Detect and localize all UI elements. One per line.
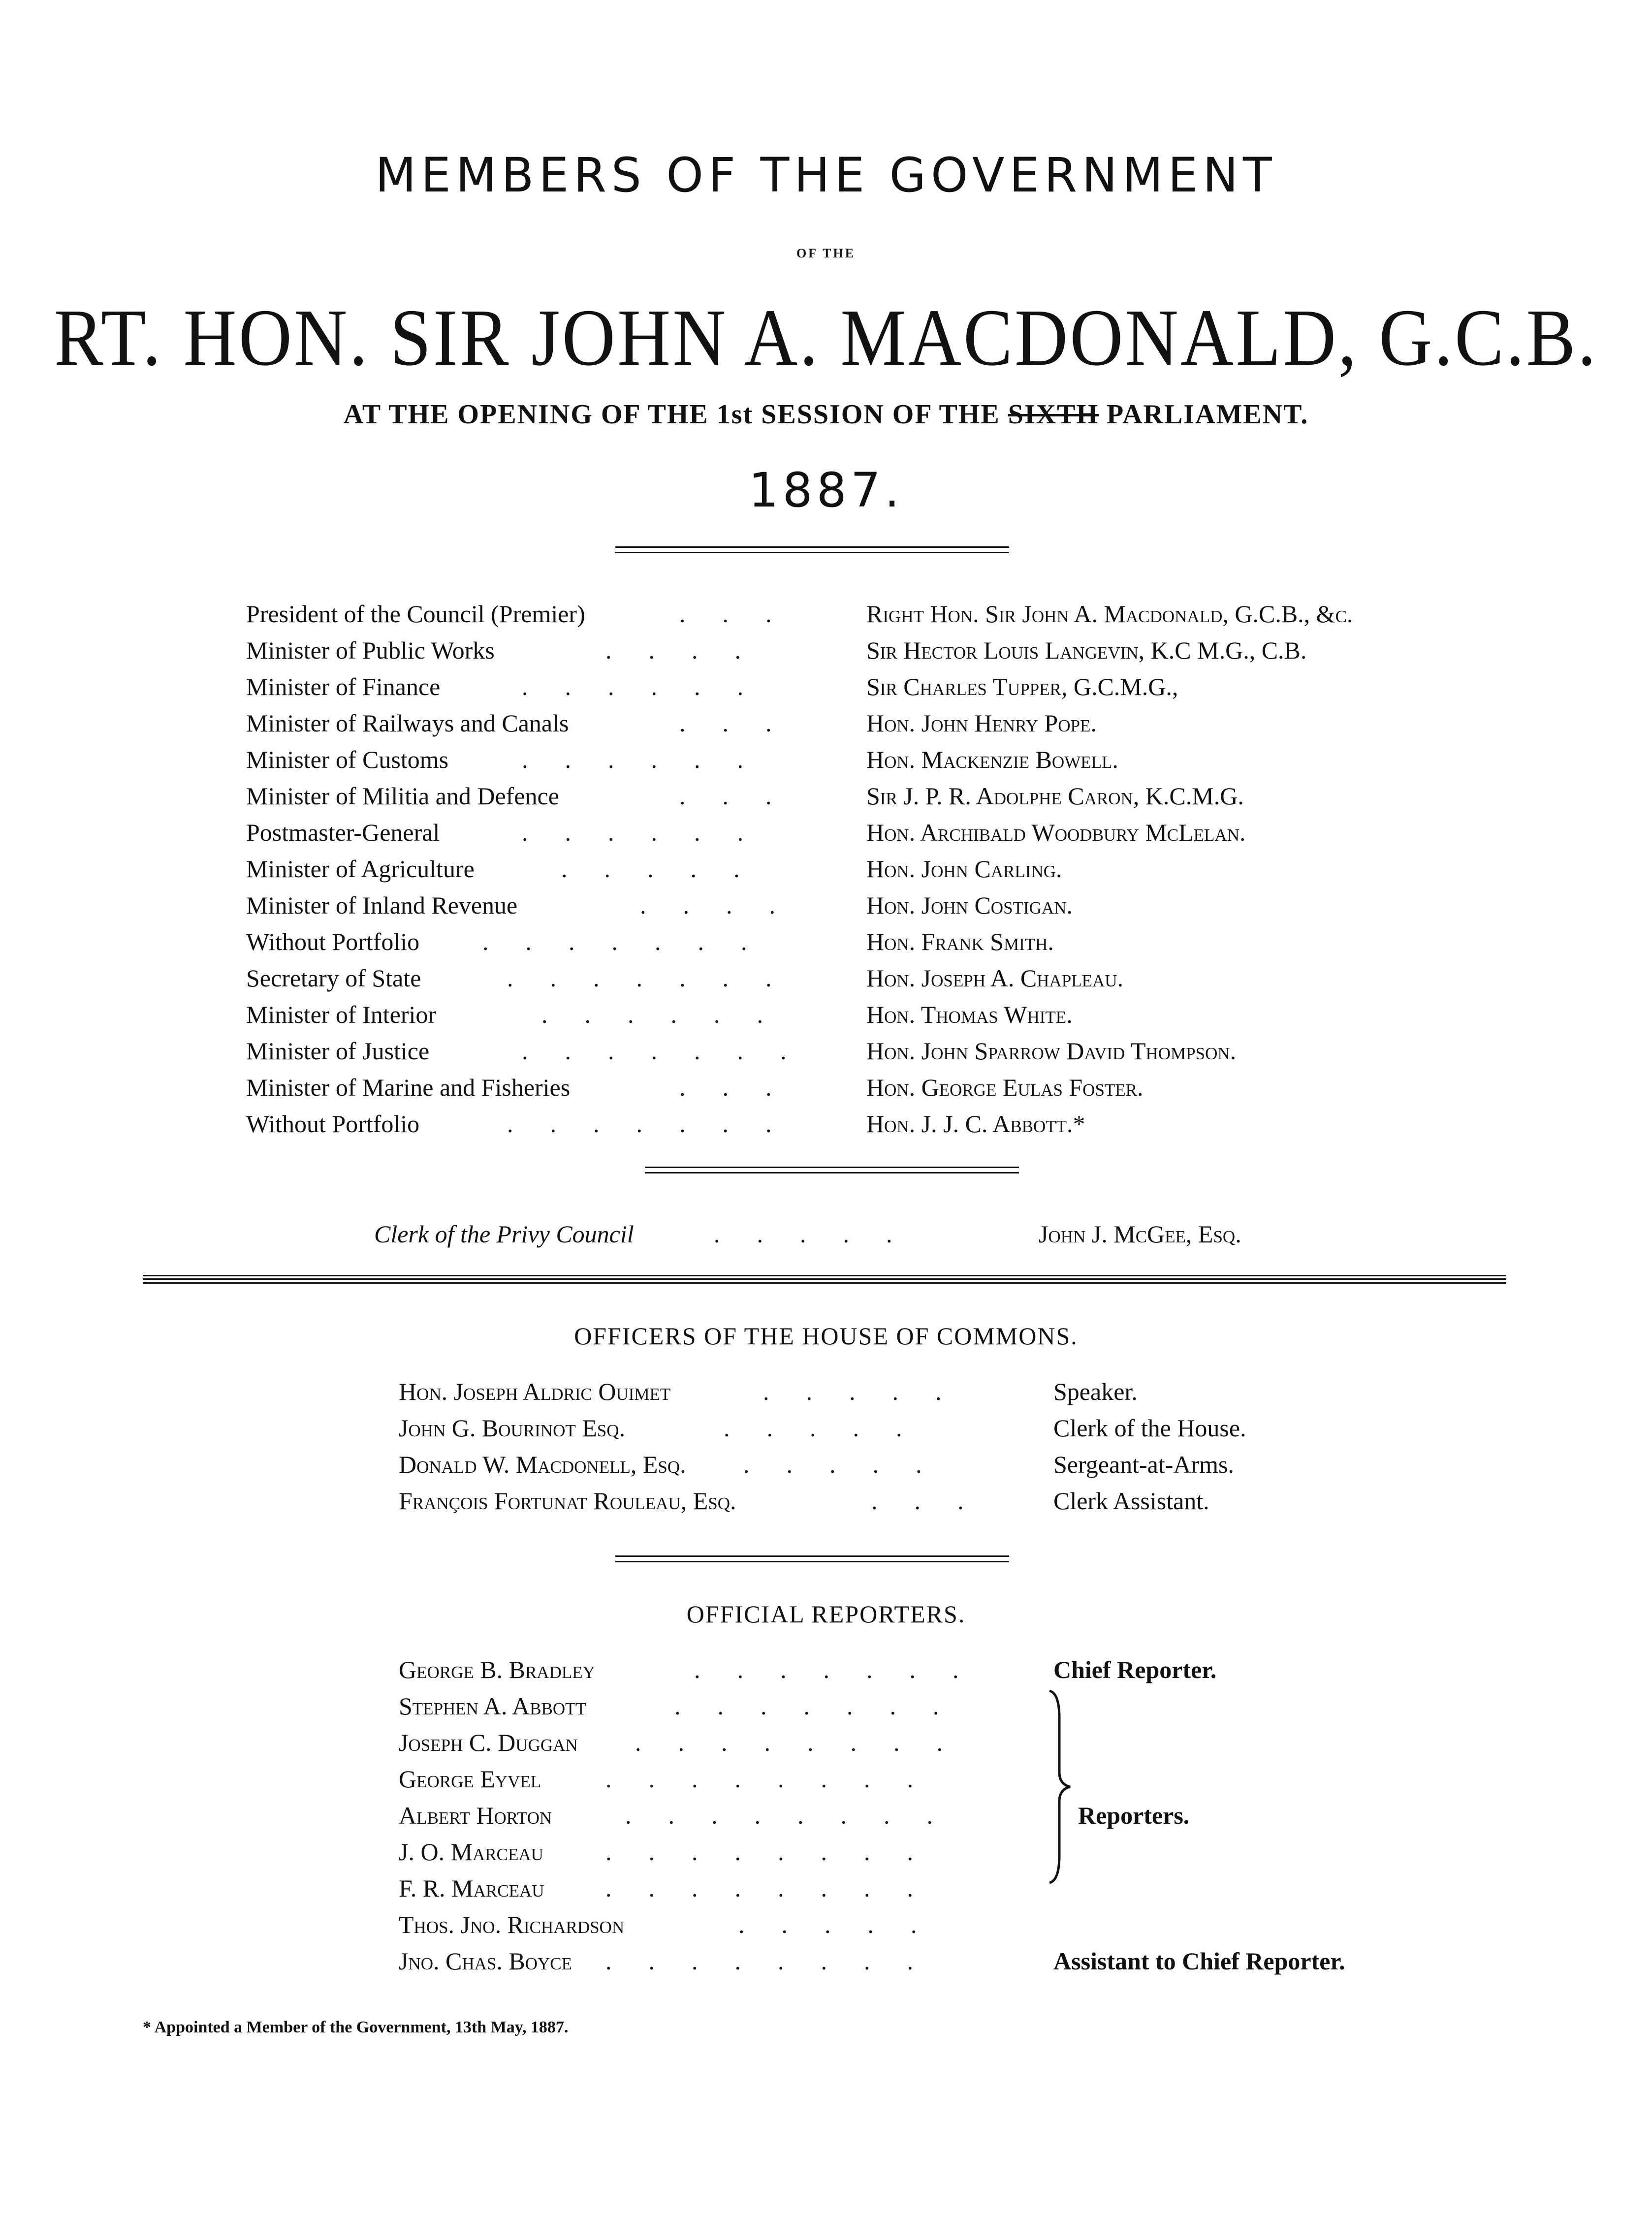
- office-holder: Hon. John Henry Pope.: [866, 709, 1097, 737]
- minister-row: [246, 778, 1477, 814]
- leader-dots: . . . . .: [743, 1451, 922, 1478]
- office-holder: Hon. John Costigan.: [866, 891, 1073, 919]
- leader-dots: . . .: [679, 709, 772, 737]
- reporter-row: [399, 1651, 1531, 1688]
- minister-row: [246, 705, 1477, 741]
- minister-row: [246, 814, 1477, 851]
- minister-row: [246, 996, 1477, 1033]
- leader-dots: . . . . . . .: [694, 1656, 959, 1683]
- reporter-row: [399, 1797, 1531, 1834]
- leader-dots: . . . . . . .: [507, 964, 772, 992]
- reporter-name: Jno. Chas. Boyce: [399, 1947, 572, 1975]
- office-holder: Hon. Archibald Woodbury McLelan.: [866, 819, 1246, 846]
- minister-row: [246, 632, 1477, 668]
- office-label: Without Portfolio: [246, 928, 420, 955]
- reporter-name: George B. Bradley: [399, 1656, 595, 1683]
- minister-row: [246, 887, 1477, 923]
- minister-row: [246, 851, 1477, 887]
- leader-dots: . . .: [679, 782, 772, 810]
- minister-row: [246, 668, 1477, 705]
- section-divider: [143, 1275, 1506, 1284]
- office-holder: Sir Charles Tupper, G.C.M.G.,: [866, 673, 1178, 700]
- reporter-row: [399, 1724, 1531, 1761]
- leader-dots: . . . .: [640, 891, 775, 919]
- leader-dots: . . . . . . . .: [625, 1802, 933, 1829]
- leader-dots: . . .: [679, 1074, 772, 1101]
- officer-name: John G. Bourinot Esq.: [399, 1414, 626, 1442]
- officers-list: [399, 1373, 1383, 1521]
- reporter-name: George Eyvel: [399, 1765, 541, 1793]
- leader-dots: . . .: [679, 600, 772, 628]
- minister-row: [246, 960, 1477, 996]
- leader-dots: . . . .: [605, 636, 741, 664]
- leader-dots: . . .: [871, 1487, 964, 1515]
- reporters-heading: OFFICIAL REPORTERS.: [686, 1600, 966, 1628]
- minister-row: [246, 741, 1477, 778]
- reporter-name: Stephen A. Abbott: [399, 1692, 586, 1720]
- reporter-row: [399, 1906, 1531, 1943]
- officers-rule: [615, 1555, 1009, 1562]
- clerk-office-label: Clerk of the Privy Council: [374, 1220, 634, 1248]
- leader-dots: . . . . . . . .: [605, 1838, 913, 1866]
- reporter-name: Albert Horton: [399, 1802, 552, 1829]
- officer-name: Donald W. Macdonell, Esq.: [399, 1451, 686, 1478]
- leader-dots: . . . . .: [763, 1378, 942, 1405]
- office-holder: Hon. J. J. C. Abbott.*: [866, 1110, 1085, 1138]
- reporter-name: Joseph C. Duggan: [399, 1729, 578, 1756]
- minister-row: [246, 1069, 1477, 1106]
- office-label: Secretary of State: [246, 964, 421, 992]
- leader-dots: . . . . . .: [522, 746, 743, 773]
- reporters-list: [399, 1651, 1531, 1996]
- office-holder: Hon. Frank Smith.: [866, 928, 1054, 955]
- leader-dots: . . . . . . .: [507, 1110, 772, 1138]
- leader-dots: . . . . . .: [522, 673, 743, 700]
- office-holder: Hon. John Carling.: [866, 855, 1062, 883]
- leader-dots: . . . . . . . .: [605, 1874, 913, 1902]
- premier-name-heading: RT. HON. SIR JOHN A. MACDONALD, G.C.B.: [54, 292, 1598, 383]
- reporter-row: [399, 1688, 1531, 1724]
- officer-role: Sergeant-at-Arms.: [1053, 1451, 1235, 1478]
- session-heading: [0, 399, 1652, 430]
- reporter-role: Assistant to Chief Reporter.: [1053, 1947, 1345, 1975]
- title-connector: OF THE: [796, 246, 856, 260]
- session-heading-end: PARLIAMENT.: [1107, 399, 1309, 430]
- reporters-group-role: Reporters.: [1078, 1802, 1190, 1829]
- office-label: Minister of Railways and Canals: [246, 709, 569, 737]
- header-rule: [615, 546, 1009, 553]
- leader-dots: . . . . . . . .: [605, 1947, 913, 1975]
- reporter-role: Chief Reporter.: [1053, 1656, 1217, 1683]
- officers-heading: OFFICERS OF THE HOUSE OF COMMONS.: [574, 1322, 1078, 1350]
- reporter-row: [399, 1870, 1531, 1906]
- page-title: MEMBERS OF THE GOVERNMENT: [375, 148, 1277, 203]
- minister-row: [246, 1033, 1477, 1069]
- reporter-row: [399, 1761, 1531, 1797]
- ministers-rule: [645, 1167, 1019, 1173]
- leader-dots: . . . . .: [714, 1220, 892, 1248]
- office-holder: Hon. George Eulas Foster.: [866, 1074, 1144, 1101]
- officer-row: [399, 1410, 1383, 1446]
- office-label: President of the Council (Premier): [246, 600, 585, 628]
- officer-row: [399, 1483, 1383, 1519]
- office-label: Minister of Justice: [246, 1037, 430, 1065]
- leader-dots: . . . . .: [738, 1911, 917, 1938]
- clerk-row: [374, 1216, 1359, 1252]
- office-label: Minister of Public Works: [246, 636, 495, 664]
- leader-dots: . . . . . . . .: [635, 1729, 943, 1756]
- office-label: Minister of Agriculture: [246, 855, 475, 883]
- office-holder: Hon. Mackenzie Bowell.: [866, 746, 1118, 773]
- reporters-brace: [1046, 1688, 1075, 1885]
- reporter-name: J. O. Marceau: [399, 1838, 543, 1866]
- officer-name: Hon. Joseph Aldric Ouimet: [399, 1378, 671, 1405]
- ministers-list: [246, 596, 1477, 1152]
- office-label: Minister of Inland Revenue: [246, 891, 518, 919]
- office-holder: Right Hon. Sir John A. Macdonald, G.C.B., &c.: [866, 600, 1353, 628]
- office-holder: Hon. Joseph A. Chapleau.: [866, 964, 1124, 992]
- reporter-name: F. R. Marceau: [399, 1874, 544, 1902]
- officer-row: [399, 1373, 1383, 1410]
- reporter-row: [399, 1943, 1531, 1979]
- office-label: Minister of Interior: [246, 1001, 437, 1028]
- leader-dots: . . . . .: [724, 1414, 902, 1442]
- office-label: Minister of Marine and Fisheries: [246, 1074, 571, 1101]
- office-label: Without Portfolio: [246, 1110, 420, 1138]
- session-heading-start: AT THE OPENING OF THE 1st SESSION OF THE: [343, 399, 1000, 430]
- minister-row: [246, 596, 1477, 632]
- officer-row: [399, 1446, 1383, 1483]
- leader-dots: . . . . . . .: [674, 1692, 939, 1720]
- officer-role: Clerk of the House.: [1053, 1414, 1246, 1442]
- office-label: Minister of Customs: [246, 746, 449, 773]
- struck-word: SIXTH: [1008, 399, 1099, 430]
- leader-dots: . . . . . . .: [522, 1037, 787, 1065]
- office-holder: Sir J. P. R. Adolphe Caron, K.C.M.G.: [866, 782, 1244, 810]
- leader-dots: . . . . . .: [541, 1001, 763, 1028]
- leader-dots: . . . . . . .: [482, 928, 747, 955]
- reporter-name: Thos. Jno. Richardson: [399, 1911, 625, 1938]
- office-holder: Hon. Thomas White.: [866, 1001, 1073, 1028]
- clerk-holder: John J. McGee, Esq.: [1039, 1220, 1241, 1248]
- office-holder: Sir Hector Louis Langevin, K.C M.G., C.B.: [866, 636, 1307, 664]
- officer-role: Speaker.: [1053, 1378, 1138, 1405]
- officer-name: François Fortunat Rouleau, Esq.: [399, 1487, 736, 1515]
- reporter-row: [399, 1834, 1531, 1870]
- office-label: Minister of Militia and Defence: [246, 782, 559, 810]
- minister-row: [246, 1106, 1477, 1142]
- minister-row: [246, 923, 1477, 960]
- office-label: Postmaster-General: [246, 819, 440, 846]
- footnote: * Appointed a Member of the Government, 13th May, 1887.: [143, 2018, 569, 2036]
- office-label: Minister of Finance: [246, 673, 441, 700]
- office-holder: Hon. John Sparrow David Thompson.: [866, 1037, 1237, 1065]
- leader-dots: . . . . .: [561, 855, 740, 883]
- leader-dots: . . . . . . . .: [605, 1765, 913, 1793]
- year-heading: 1887.: [748, 463, 904, 518]
- officer-role: Clerk Assistant.: [1053, 1487, 1209, 1515]
- leader-dots: . . . . . .: [522, 819, 743, 846]
